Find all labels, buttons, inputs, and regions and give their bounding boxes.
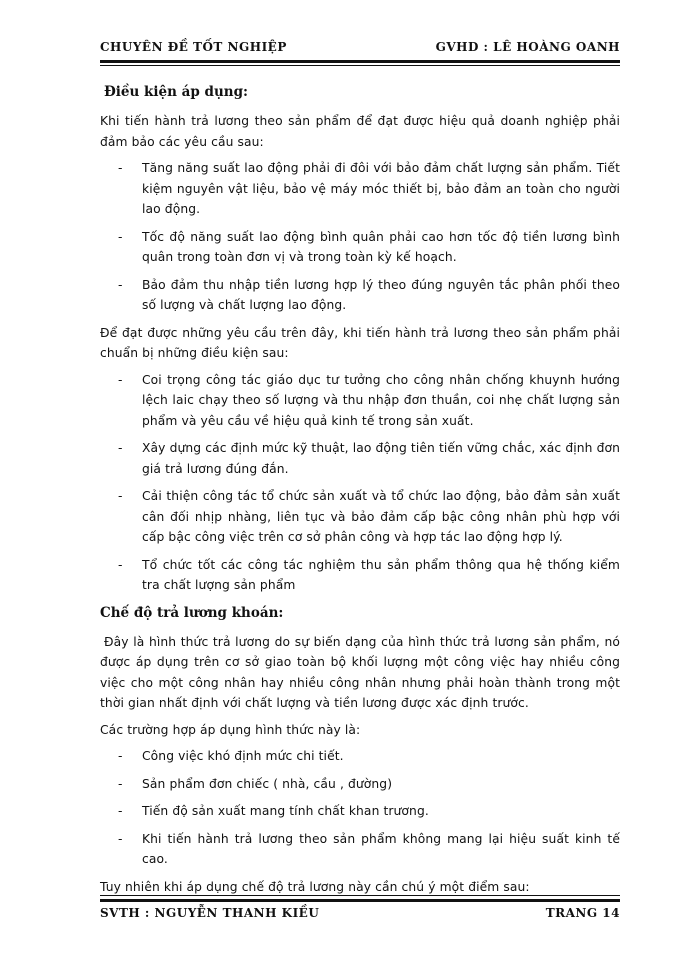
list-item [100,486,620,548]
list-item-text: Bảo đảm thu nhập tiền lương hợp lý theo đúng nguyên tắc phân phối theo số lượng và chất lượng lao động. [142,277,620,312]
page-header [100,40,620,54]
header-rule-thin [100,65,620,66]
dash-bullet: - [118,489,123,503]
list-item-text: Sản phẩm đơn chiếc ( nhà, cầu , đường) [142,776,393,791]
list-item [100,555,620,596]
page-number: TRANG 14 [545,906,620,920]
dash-bullet: - [118,776,123,791]
list-item [100,801,620,822]
list-item-text: Xây dựng các định mức kỹ thuật, lao động tiên tiến vững chắc, xác định đơn giá trả lương đúng đắn. [142,441,620,476]
dash-bullet: - [118,441,123,455]
dash-bullet: - [118,161,123,175]
list-item [100,227,620,268]
dash-bullet: - [118,831,123,846]
dash-bullet: - [118,277,123,292]
list-item [100,158,620,220]
list-item-text: Cải thiện công tác tổ chức sản xuất và tổ chức lao động, bảo đảm sản xuất cân đối nhịp nhàng, liên tục và bảo đảm cấp bậc công nhân phù hợp với cấp bậc công việc trên cơ sở phân công và hợp tác lao động hợp lý. [142,489,620,544]
dash-bullet: - [118,229,123,244]
list-item [100,774,620,795]
list-item-text: Coi trọng công tác giáo dục tư tưởng cho công nhân chống khuynh hướng lệch laic chạy theo số lượng và thu nhập đơn thuần, coi nhẹ chất lượng sản phẩm và yêu cầu về hiệu quả kinh tế trong sản xuất. [142,372,620,428]
list-item-text: Tăng năng suất lao động phải đi đôi với bảo đảm chất lượng sản phẩm. Tiết kiệm nguyên vật liệu, bảo vệ máy móc thiết bị, bảo đảm an toàn cho người lao động. [142,161,620,216]
list-item [100,275,620,316]
footer-rule-thin [100,895,620,896]
paragraph-cases-intro: Các trường hợp áp dụng hình thức này là: [100,722,361,737]
paragraph-closing: Tuy nhiên khi áp dụng chế độ trả lương này cần chú ý một điểm sau: [100,879,530,894]
footer-rule-thick [100,899,620,902]
paragraph-lump-sum-definition: Đây là hình thức trả lương do sự biến dạng của hình thức trả lương sản phẩm, nó được áp dụng trên cơ sở giao toàn bộ khối lượng một công việc hay nhiều công việc cho một công nhân hay nhiều công nhân nhưng phải hoàn thành trong một thời gian nhất định với chất lượng và tiền lương được xác định trước. [100,634,620,710]
list-item-text: Tốc độ năng suất lao động bình quân phải cao hơn tốc độ tiền lương bình quân trong toàn đơn vị và trong toàn kỳ kế hoạch. [142,229,620,264]
section-heading-conditions: Điều kiện áp dụng: [104,84,248,100]
dash-bullet: - [118,557,123,572]
paragraph-conditions-intro: Khi tiến hành trả lương theo sản phẩm để đạt được hiệu quả doanh nghiệp phải đảm bảo các yêu cầu sau: [100,114,620,149]
list-item [100,370,620,432]
header-advisor: GVHD : LÊ HOÀNG OANH [435,40,620,54]
list-item-text: Khi tiến hành trả lương theo sản phẩm không mang lại hiệu suất kinh tế cao. [142,831,620,866]
dash-bullet: - [118,372,123,387]
list-preparations [100,370,620,596]
list-item-text: Công việc khó định mức chi tiết. [142,749,344,763]
page-footer [100,906,620,920]
list-item [100,438,620,479]
list-item [100,829,620,870]
footer-student: SVTH : NGUYỄN THANH KIỀU [100,906,320,920]
section-heading-lump-sum: Chế độ trả lương khoán: [100,604,284,621]
list-requirements [100,158,620,316]
list-item-text: Tiến độ sản xuất mang tính chất khan trương. [142,804,429,818]
header-title: CHUYÊN ĐỀ TỐT NGHIỆP [100,40,287,54]
list-cases [100,746,620,870]
list-item [100,746,620,767]
page-body [100,82,620,903]
paragraph-preparation-intro: Để đạt được những yêu cầu trên đây, khi tiến hành trả lương theo sản phẩm phải chuẩn bị những điều kiện sau: [100,325,620,360]
dash-bullet: - [118,749,123,763]
dash-bullet: - [118,804,123,818]
header-rule-thick [100,60,620,63]
list-item-text: Tổ chức tốt các công tác nghiệm thu sản phẩm thông qua hệ thống kiểm tra chất lượng sản phẩm [142,557,620,592]
